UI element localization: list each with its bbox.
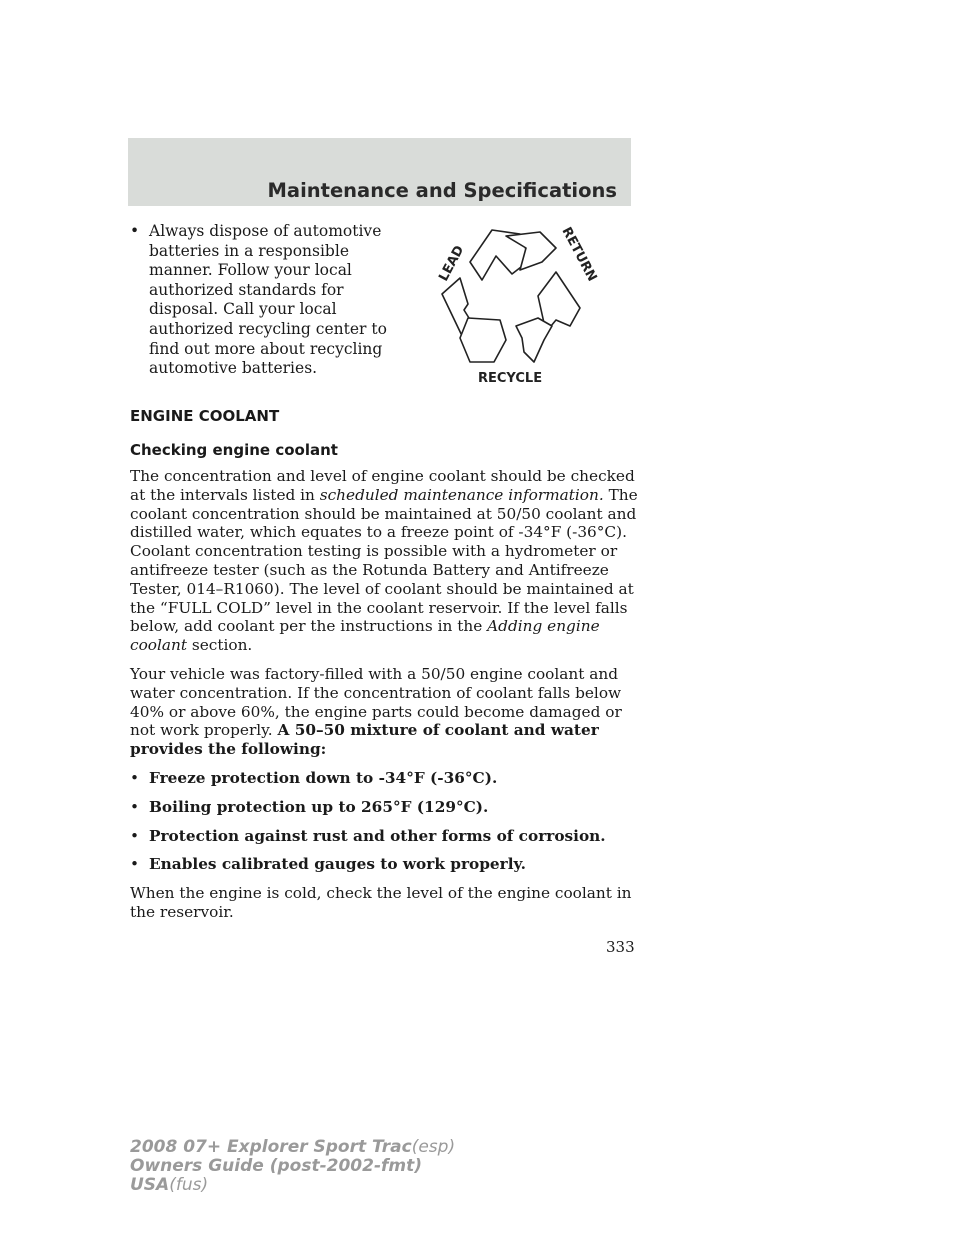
recycle-arrow-left-body [460, 318, 506, 362]
battery-disposal-bullet [130, 222, 411, 379]
coolant-check-paragraph [130, 467, 640, 655]
section-header-title: Maintenance and Specifications [267, 179, 617, 202]
list-item-text: Freeze protection down to -34°F (-36°C). [149, 768, 498, 787]
bullet-glyph: • [130, 826, 140, 845]
bullet-glyph: • [130, 222, 140, 240]
footer-line-2: Owners Guide (post-2002-fmt) [130, 1156, 423, 1176]
recycle-label-recycle: RECYCLE [478, 371, 543, 386]
footer-line-3 [130, 1176, 455, 1195]
footer-model: 2008 07+ Explorer Sport Trac [130, 1137, 412, 1157]
section-header-band [128, 138, 631, 206]
coolant-body [130, 467, 640, 932]
emphasis-text: A 50–50 mixture of coolant and water provides the following: [130, 721, 599, 759]
list-item [130, 855, 640, 874]
battery-disposal-text: Always dispose of automotive batteries in a responsible manner. Follow your local authorized standards for disposal. Call your local authorized recycling center to find out more about recycling automotive batteries. [149, 222, 387, 378]
list-item [130, 769, 640, 788]
recycle-arrow-right-head [516, 318, 552, 362]
footer-line-1 [130, 1138, 455, 1157]
document-footer [130, 1138, 455, 1195]
list-item [130, 827, 640, 846]
cross-reference-text: scheduled maintenance information. [319, 485, 604, 504]
list-item [130, 798, 640, 817]
para-text: section. [187, 636, 253, 655]
bullet-glyph: • [130, 797, 140, 816]
section-heading: ENGINE COOLANT [130, 407, 280, 425]
para-text: The concentration and level of engine coolant should be checked at the intervals listed in [130, 467, 635, 504]
recycle-label-return: RETURN [558, 224, 600, 285]
footer-model-code: (esp) [411, 1137, 456, 1157]
cross-reference-text: Adding engine coolant [130, 617, 600, 655]
recycle-label-lead: LEAD [436, 243, 468, 284]
benefits-list [130, 769, 640, 874]
bullet-glyph: • [130, 768, 140, 787]
sub-heading: Checking engine coolant [130, 441, 338, 459]
bullet-glyph: • [130, 855, 140, 874]
lead-recycle-icon [420, 222, 610, 390]
list-item-text: Boiling protection up to 265°F (129°C). [149, 797, 489, 816]
cold-engine-paragraph: When the engine is cold, check the level of the engine coolant in the reservoir. [130, 884, 632, 921]
footer-market-code: (fus) [169, 1175, 209, 1195]
list-item-text: Enables calibrated gauges to work properly. [149, 855, 526, 874]
factory-fill-paragraph [130, 665, 640, 759]
para-text: The coolant concentration should be maintained at 50/50 coolant and distilled water, which equates to a freeze point of -34°F (-36°C). Coolant concentration testing is possible with a hydrometer or antifreeze tester (such as the Rotunda Battery and Antifreeze Tester, 014–R1060). The level of coolant should be maintained at the “FULL COLD” level in the coolant reservoir. If the level falls below, add coolant per the instructions in the [130, 485, 638, 636]
footer-market: USA [130, 1175, 170, 1195]
list-item-text: Protection against rust and other forms of corrosion. [149, 826, 606, 845]
page-number: 333 [606, 938, 635, 956]
para-text: Your vehicle was factory-filled with a 50/50 engine coolant and water concentration. If the concentration of coolant falls below 40% or above 60%, the engine parts could become damaged or not work properly. [130, 664, 622, 740]
